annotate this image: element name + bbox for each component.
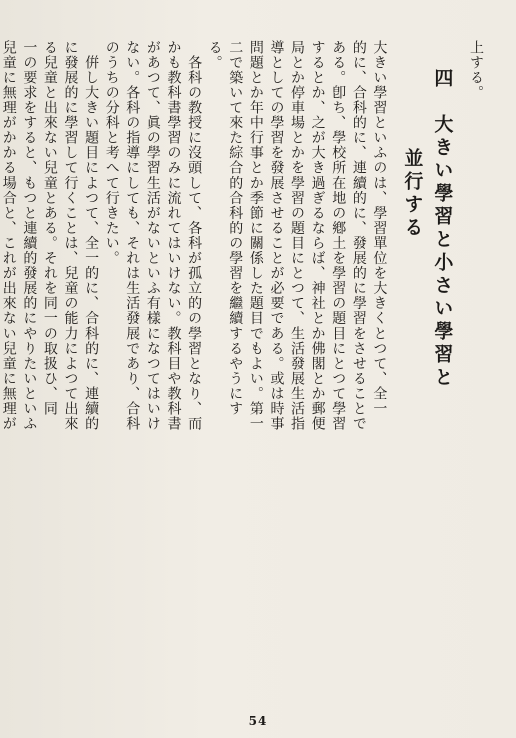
text-line: 導としての學習を發展させることが必要である。或は時事 (268, 40, 285, 432)
text-line: のうちの分科と考へて行きたい。 (103, 40, 120, 266)
section-subheading: 並行する (401, 148, 424, 240)
text-line: があつて、眞の學習生活がないといふ有樣になつてはいけ (144, 40, 161, 432)
text-line: するとか、之が大き過ぎるならば、神社とか佛閣とか郵便 (309, 40, 326, 432)
spacer (389, 40, 397, 693)
section-heading: 四 大きい學習と小さい學習と (431, 68, 454, 390)
text-line: 問題とか年中行事とか季節に關係した題目でもよい。第一 (247, 40, 264, 432)
text-line: に發展的に學習して行くことは、兒童の能力によつて出來 (62, 40, 79, 432)
text-line: る。 (206, 40, 223, 71)
text-line: ない。各科の指導にしても、それは生活發展であり、合科 (124, 40, 141, 432)
text-line: 二で築いて來た綜合的合科的の學習を繼續するやうにす (227, 40, 244, 417)
text-line: 局とか停車場とかを學習の題目にとつて、生活發展生活指 (289, 40, 306, 432)
text-line: る兒童と出來ない兒童とある。それを同一の取扱ひ、同 (41, 40, 58, 417)
text-line: 各科の教授に沒頭して、各科が孤立的の學習となり、而 (186, 40, 203, 432)
text-line: 上する。 (468, 40, 484, 101)
text-line: かも教科書學習のみに流れてはいけない。教科目や教科書 (165, 40, 182, 432)
text-line: 大きい學習といふのは、學習單位を大きくとつて、全一 (371, 40, 388, 417)
vertical-text-body (0, 40, 486, 693)
spacer (457, 40, 465, 693)
text-line: 兒童に無理がかかる場合と、これが出來ない兒童に無理が (0, 40, 17, 432)
text-line: 的に、合科的に、連續的に、發展的に學習をさせることで (350, 40, 367, 432)
page-number: 54 (248, 714, 268, 728)
text-line: 一の要求をすると、もつと連續的發展的にやりたいといふ (21, 40, 38, 432)
text-line: 倂し大きい題目によつて、全一的に、合科的に、連續的 (83, 40, 100, 432)
text-line: ある。卽ち、學校所在地の鄕土を學習の題目にとつて學習 (330, 40, 347, 432)
